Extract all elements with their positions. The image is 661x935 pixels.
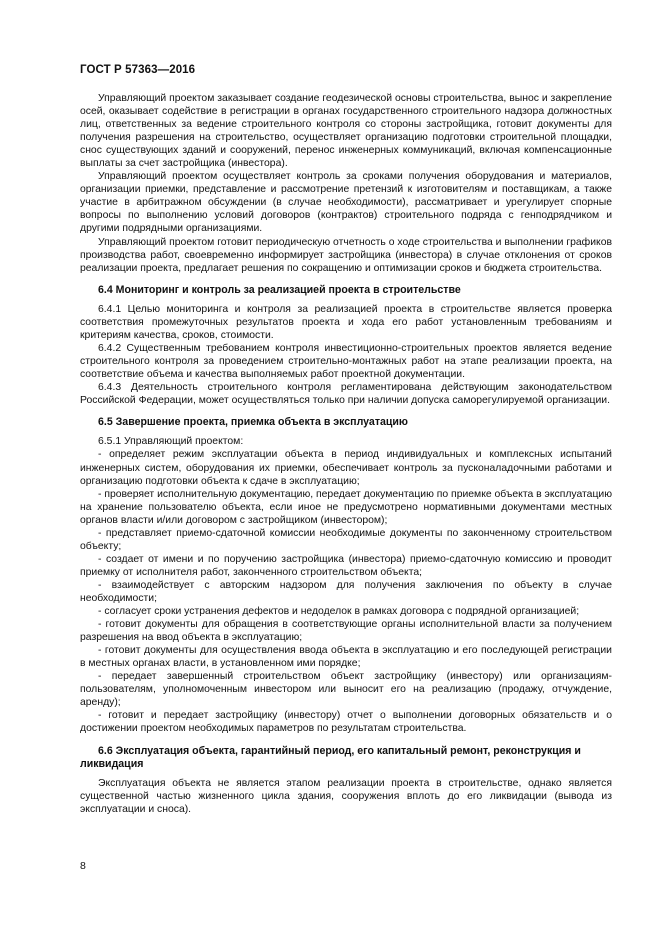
list-item-6-5-8: - готовит документы для осуществления ввода объекта в эксплуатацию и его последующей регистрации в местных органах власти, в установленном ими порядке; — [80, 645, 612, 670]
paragraph-intro-3: Управляющий проектом готовит периодическую отчетность о ходе строительства и выполнении графиков производства работ, своевременно информирует застройщика (инвестора) в случае отклонения от сроков реализации проекта, предлагает решения по сокращению и оптимизации сроков и бюджета строительства. — [80, 236, 612, 274]
section-heading-6-4: 6.4 Мониторинг и контроль за реализацией проекта в строительстве — [98, 283, 461, 296]
paragraph-6-4-3: 6.4.3 Деятельность строительного контроля регламентирована действующим законодательством Российской Федерации, может осуществляться только при наличии допуска саморегулируемой организации. — [80, 382, 612, 407]
section-heading-6-6: 6.6 Эксплуатация объекта, гарантийный период, его капитальный ремонт, реконструкция и ликвидация — [80, 744, 581, 770]
document-header: ГОСТ Р 57363—2016 — [80, 64, 196, 76]
section-heading-6-5: 6.5 Завершение проекта, приемка объекта в эксплуатацию — [98, 416, 408, 429]
paragraph-intro-2: Управляющий проектом осуществляет контроль за сроками получения оборудования и материалов, организации приемки, представление и рассмотрение претензий к изготовителям и поставщикам, а также участие в арбитражном обсуждении (в случае необходимости), рассматривает и урегулирует спорные вопросы по выполнению условий договоров (контрактов) строительного подряда с генподрядчиком и другими подрядными организациями. — [80, 171, 612, 235]
list-item-6-5-2: - проверяет исполнительную документацию, передает документацию по приемке объекта в эксплуатацию на хранение пользователю объекта, если иное не предусмотрено нормативными документами местных органов власти и/или договором с застройщиком (инвестором); — [80, 488, 613, 526]
list-item-6-5-1: - определяет режим эксплуатации объекта в период индивидуальных и комплексных испытаний инженерных систем, оборудования их приемки, обеспечивает контроль за пусконаладочными работами и организацию подготовки объекта к сдаче в эксплуатацию; — [80, 449, 612, 487]
document-body — [80, 92, 612, 816]
list-item-6-5-6: - согласует сроки устранения дефектов и недоделок в рамках договора с подрядной организацией; — [98, 606, 580, 618]
list-item-6-5-9: - передает завершенный строительством объект застройщику (инвестору) или организациям-пользователям, уполномоченным инвестором или выносит его на реализацию (продажу, отчуждение, аренду); — [80, 671, 612, 709]
page-number: 8 — [80, 860, 86, 872]
list-item-6-5-10: - готовит и передает застройщику (инвестору) отчет о выполнении договорных обязательств и о достижении проектом необходимых параметров по результатам строительства. — [80, 710, 612, 735]
list-item-6-5-3: - представляет приемо-сдаточной комиссии необходимые документы по законченному строительством объекту; — [80, 527, 612, 552]
paragraph-6-4-1: 6.4.1 Целью мониторинга и контроля за реализацией проекта в строительстве является проверка соответствия промежуточных результатов проекта и хода его работ установленным требованиям и критериям качества, сроков, стоимости. — [80, 303, 612, 341]
list-item-6-5-5: - взаимодействует с авторским надзором для получения заключения по объекту в случае необходимости; — [80, 579, 612, 604]
list-item-6-5-7: - готовит документы для обращения в соответствующие органы исполнительной власти за получением разрешения на ввод объекта в эксплуатацию; — [80, 619, 612, 644]
paragraph-6-4-2: 6.4.2 Существенным требованием контроля инвестиционно-строительных проектов является ведение строительного контроля за проведением строительно-монтажных работ на этапе реализации проекта, на соответствие объема и качества выполняемых работ проектной документации. — [80, 343, 612, 381]
paragraph-intro-1: Управляющий проектом заказывает создание геодезической основы строительства, вынос и закрепление осей, оказывает содействие в регистрации в органах государственного строительного надзора должностных лиц, ответственных за ведение строительного контроля со стороны застройщика, готовит документы для получения разрешения на строительство, осуществляет организацию подготовки строительной площадки, снос существующих зданий и сооружений, перенос инженерных коммуникаций, включая компенсационные выплаты за счет застройщика (инвестора). — [80, 93, 612, 170]
paragraph-6-6-1: Эксплуатация объекта не является этапом реализации проекта в строительстве, однако является существенной частью жизненного цикла здания, сооружения вплоть до его ликвидации (вывода из эксплуатации и сноса). — [80, 777, 612, 816]
paragraph-6-5-1-lead: 6.5.1 Управляющий проектом: — [98, 436, 244, 448]
list-item-6-5-4: - создает от имени и по поручению застройщика (инвестора) приемо-сдаточную комиссию и проводит приемку от исполнителя работ, законченного строительством объекта; — [80, 553, 612, 578]
